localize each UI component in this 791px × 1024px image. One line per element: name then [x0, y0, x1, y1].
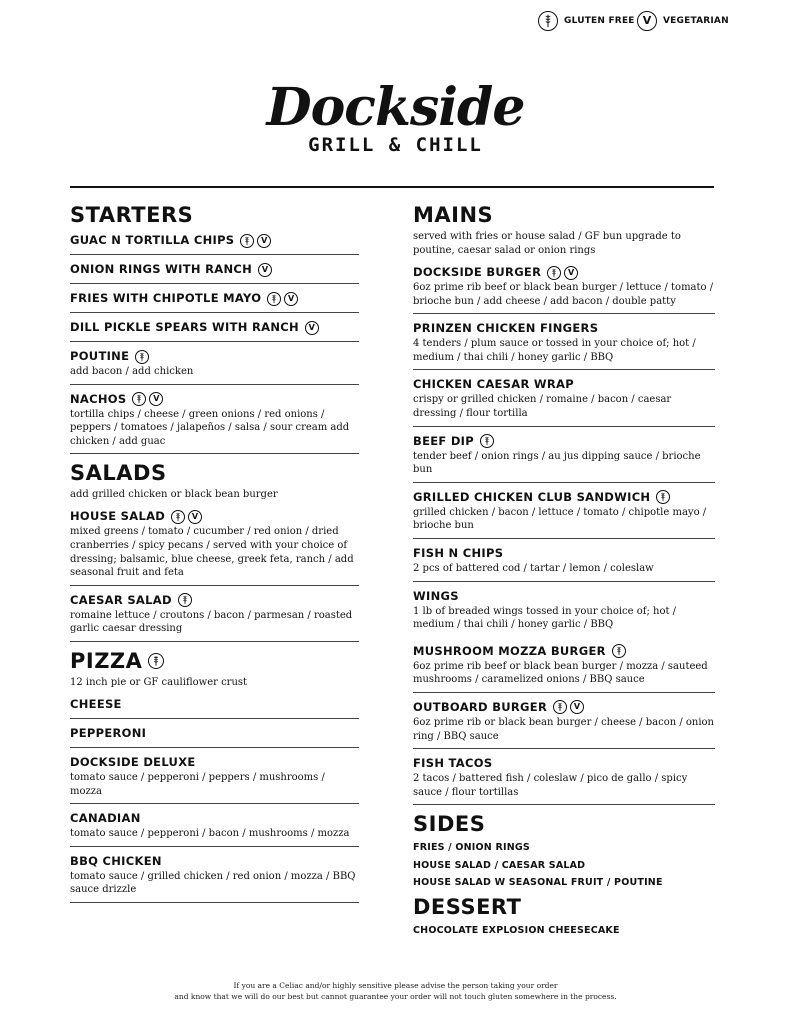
- sides-line: HOUSE SALAD W SEASONAL FRUIT / POUTINE: [413, 877, 663, 889]
- menu-item: [70, 317, 359, 342]
- legend-vegetarian-label: VEGETARIAN: [663, 16, 729, 26]
- pizza-title: PIZZA: [70, 646, 359, 676]
- dessert-title: DESSERT: [413, 894, 522, 919]
- pizza-section: [70, 646, 359, 903]
- menu-item: [70, 259, 359, 284]
- menu-item-description: tortilla chips / cheese / green onions / red onions / peppers / tomatoes / jalapeños / salsa / sour cream add chicken / add guac: [70, 408, 350, 447]
- menu-item-name: GUAC N TORTILLA CHIPS V: [70, 232, 359, 249]
- menu-item: [70, 288, 359, 313]
- menu-item-name: HOUSE SALAD V: [70, 508, 359, 525]
- menu-item: [413, 318, 715, 370]
- gluten-free-icon: [553, 700, 567, 714]
- vegetarian-icon: V: [564, 266, 578, 280]
- mains-note: served with fries or house salad / GF bun upgrade to poutine, caesar salad or onion rings: [413, 231, 681, 256]
- menu-item-name: CHEESE: [70, 696, 122, 711]
- gluten-free-icon: [132, 392, 146, 406]
- menu-item: [70, 346, 359, 385]
- menu-item: [70, 389, 359, 455]
- menu-item-description: tomato sauce / grilled chicken / red onion / mozza / BBQ sauce drizzle: [70, 870, 356, 896]
- dessert-section: [413, 892, 715, 940]
- gluten-free-icon: [135, 350, 149, 364]
- menu-item-description: tomato sauce / pepperoni / peppers / mushrooms / mozza: [70, 771, 325, 797]
- gluten-free-icon: [656, 490, 670, 504]
- pizza-note: 12 inch pie or GF cauliflower crust: [70, 676, 248, 688]
- menu-item-name: PRINZEN CHICKEN FINGERS: [413, 321, 599, 336]
- menu-item: [70, 590, 359, 642]
- legend-gluten-free: [538, 10, 635, 32]
- vegetarian-icon: V: [149, 392, 163, 406]
- gluten-free-icon: [240, 234, 254, 248]
- menu-item: [413, 641, 715, 693]
- menu-item: [413, 586, 715, 637]
- menu-item: [70, 723, 359, 748]
- vegetarian-icon: V: [257, 234, 271, 248]
- sides-line: FRIES / ONION RINGS: [413, 842, 530, 854]
- gluten-free-icon: [612, 644, 626, 658]
- right-column: [413, 200, 715, 939]
- menu-item-description: 6oz prime rib or black bean burger / cheese / bacon / onion ring / BBQ sauce: [413, 716, 715, 742]
- menu-item-description: 1 lb of breaded wings tossed in your choice of; hot / medium / thai chili / honey garlic / BBQ: [413, 605, 677, 631]
- menu-item-description: 2 pcs of battered cod / tartar / lemon / coleslaw: [413, 562, 654, 574]
- brand-logo: Dockside: [266, 77, 525, 138]
- salads-title: SALADS: [70, 461, 167, 486]
- menu-item-description: tender beef / onion rings / au jus dipping sauce / brioche bun: [413, 450, 701, 476]
- menu-item-description: romaine lettuce / croutons / bacon / parmesan / roasted garlic caesar dressing: [70, 609, 353, 635]
- gluten-free-icon: [480, 434, 494, 448]
- brand-tagline: GRILL & CHILL: [308, 134, 483, 156]
- mains-title: MAINS: [413, 203, 494, 227]
- menu-item-name: NACHOS V: [70, 391, 359, 408]
- menu-item: [413, 431, 715, 483]
- menu-item-description: grilled chicken / bacon / lettuce / tomato / chipotle mayo / brioche bun: [413, 506, 707, 532]
- dessert-line: CHOCOLATE EXPLOSION CHEESECAKE: [413, 924, 620, 936]
- legend-vegetarian: [637, 10, 729, 32]
- menu-item-description: 6oz prime rib beef or black bean burger / lettuce / tomato / brioche bun / add cheese / add bacon / double patty: [413, 282, 714, 307]
- gluten-disclaimer-line-2: and know that we will do our best but cannot guarantee your order will not touch gluten somewhere in the process.: [174, 992, 617, 1001]
- menu-item: [413, 697, 715, 749]
- sides-title: SIDES: [413, 812, 486, 837]
- left-column: [70, 200, 359, 907]
- menu-item-name: BBQ CHICKEN: [70, 853, 162, 868]
- starters-section: [70, 200, 359, 454]
- menu-item: [413, 487, 715, 539]
- gluten-free-icon: [178, 593, 192, 607]
- vegetarian-icon: V: [570, 700, 584, 714]
- menu-item: [413, 753, 715, 805]
- gluten-free-icon: [171, 510, 185, 524]
- starters-title: STARTERS: [70, 203, 194, 227]
- menu-item-name: PEPPERONI: [70, 725, 147, 740]
- sides-section: [413, 809, 715, 892]
- menu-item-name: CAESAR SALAD: [70, 592, 359, 609]
- vegetarian-icon: V: [188, 510, 202, 524]
- menu-item-name: CANADIAN: [70, 811, 141, 826]
- menu-item-name: FRIES WITH CHIPOTLE MAYO V: [70, 290, 359, 307]
- menu-item-description: 2 tacos / battered fish / coleslaw / pico de gallo / spicy sauce / flour tortillas: [413, 773, 688, 798]
- menu-item: [70, 752, 359, 804]
- menu-item-description: mixed greens / tomato / cucumber / red onion / dried cranberries / spicy pecans / served with your choice of dressing; balsamic, blue cheese, greek feta, ranch / add seasonal fruit and feta: [70, 526, 354, 579]
- menu-item: [413, 374, 715, 426]
- gluten-free-icon: [148, 653, 164, 669]
- menu-item-description: tomato sauce / pepperoni / bacon / mushrooms / mozza: [70, 828, 350, 840]
- menu-item-name: GRILLED CHICKEN CLUB SANDWICH: [413, 489, 715, 506]
- vegetarian-icon: V: [258, 263, 272, 277]
- menu-item: [70, 694, 359, 719]
- menu-item: [70, 506, 359, 585]
- menu-item-name: BEEF DIP: [413, 433, 715, 450]
- menu-item-name: POUTINE: [70, 348, 359, 365]
- header-divider: [70, 186, 714, 188]
- menu-item-name: DILL PICKLE SPEARS WITH RANCH V: [70, 319, 359, 336]
- gluten-free-icon: [538, 11, 558, 31]
- legend-gluten-free-label: GLUTEN FREE: [564, 16, 635, 26]
- menu-item-name: DOCKSIDE BURGER V: [413, 264, 715, 281]
- menu-item-name: WINGS: [413, 588, 459, 603]
- menu-item-name: MUSHROOM MOZZA BURGER: [413, 643, 715, 660]
- menu-item-description: crispy or grilled chicken / romaine / bacon / caesar dressing / flour tortilla: [413, 394, 672, 419]
- gluten-free-icon: [547, 266, 561, 280]
- vegetarian-icon: V: [284, 292, 298, 306]
- salads-note: add grilled chicken or black bean burger: [70, 489, 278, 501]
- menu-item: [70, 230, 359, 255]
- menu-item-name: CHICKEN CAESAR WRAP: [413, 377, 574, 392]
- menu-item: [413, 262, 715, 314]
- menu-item-description: add bacon / add chicken: [70, 366, 194, 377]
- sides-line: HOUSE SALAD / CAESAR SALAD: [413, 859, 586, 871]
- salads-section: [70, 458, 359, 642]
- menu-item-name: FISH TACOS: [413, 756, 493, 771]
- vegetarian-icon: V: [305, 321, 319, 335]
- vegetarian-icon: V: [637, 11, 657, 31]
- menu-item-name: FISH N CHIPS: [413, 545, 504, 560]
- menu-item-name: OUTBOARD BURGER V: [413, 699, 715, 716]
- menu-item: [70, 808, 359, 847]
- gluten-disclaimer-line-1: If you are a Celiac and/or highly sensitive please advise the person taking your order: [233, 981, 558, 990]
- menu-item-description: 6oz prime rib beef or black bean burger / mozza / sauteed mushrooms / caramelized onions / BBQ sauce: [413, 660, 708, 686]
- mains-section: [413, 200, 715, 805]
- menu-item: [413, 543, 715, 582]
- menu-item-description: 4 tenders / plum sauce or tossed in your choice of; hot / medium / thai chili / honey garlic / BBQ: [413, 338, 696, 363]
- gluten-free-icon: [267, 292, 281, 306]
- menu-item-name: ONION RINGS WITH RANCH V: [70, 261, 359, 278]
- menu-item-name: DOCKSIDE DELUXE: [70, 754, 196, 769]
- menu-item: [70, 851, 359, 903]
